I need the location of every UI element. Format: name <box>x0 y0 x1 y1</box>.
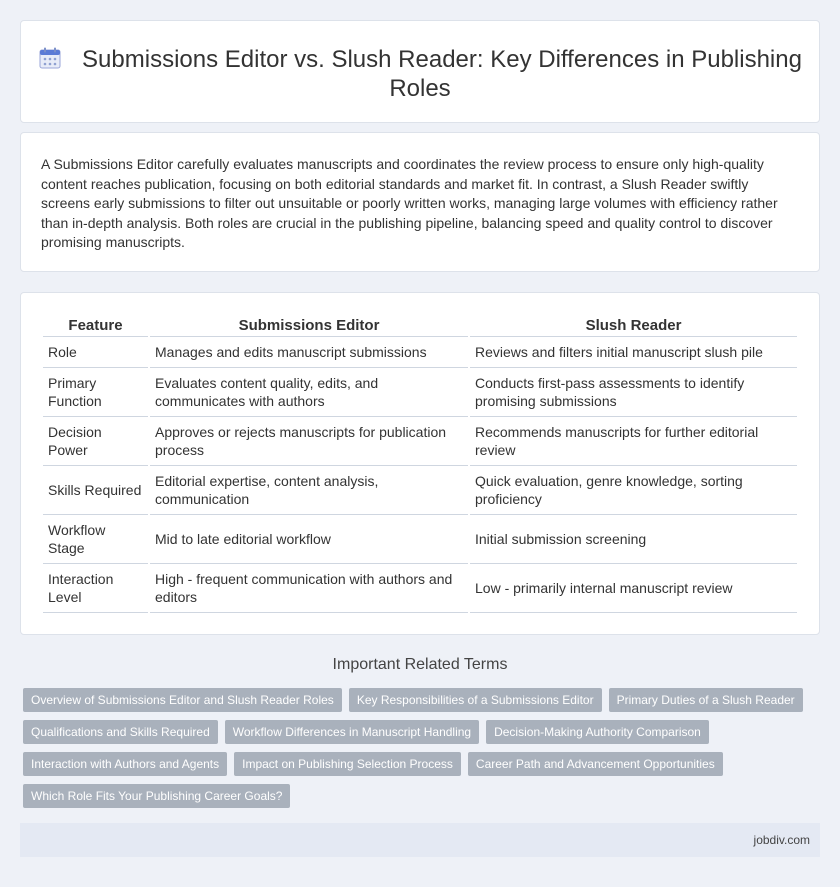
related-term-tag[interactable]: Overview of Submissions Editor and Slush Reader Roles <box>23 688 342 712</box>
header-slush-reader: Slush Reader <box>470 315 797 337</box>
table-cell: Low - primarily internal manuscript review <box>470 564 797 613</box>
footer-site-link[interactable]: jobdiv.com <box>753 833 810 847</box>
intro-paragraph: A Submissions Editor carefully evaluates manuscripts and coordinates the review process to ensure only high-quality content reaches publication, focusing on both editorial standards and market fit. In contrast, a Slush Reader swiftly screens early submissions to filter out unsuitable or poorly written works, managing large volumes with efficiency rather than in-depth analysis. Both roles are crucial in the publishing pipeline, balancing speed and quality control to discover promising manuscripts. <box>41 156 778 251</box>
table-cell: Conducts first-pass assessments to identify promising submissions <box>470 368 797 417</box>
table-cell: Decision Power <box>43 417 148 466</box>
related-terms-title: Important Related Terms <box>332 656 508 673</box>
table-row <box>43 417 797 466</box>
comparison-card <box>20 292 820 635</box>
related-term-tag[interactable]: Key Responsibilities of a Submissions Editor <box>349 688 602 712</box>
related-terms-list <box>23 688 803 808</box>
table-cell: Evaluates content quality, edits, and communicates with authors <box>150 368 468 417</box>
page-title: Submissions Editor vs. Slush Reader: Key Differences in Publishing Roles <box>82 46 802 102</box>
table-header-row <box>43 315 797 337</box>
related-term-tag[interactable]: Career Path and Advancement Opportunities <box>468 752 723 776</box>
table-cell: Editorial expertise, content analysis, communication <box>150 466 468 515</box>
comparison-table <box>41 315 799 613</box>
page-title-wrap <box>21 45 819 103</box>
table-row <box>43 466 797 515</box>
table-cell: Manages and edits manuscript submissions <box>150 337 468 368</box>
related-term-tag[interactable]: Interaction with Authors and Agents <box>23 752 227 776</box>
table-cell: High - frequent communication with authors and editors <box>150 564 468 613</box>
table-cell: Skills Required <box>43 466 148 515</box>
related-term-tag[interactable]: Which Role Fits Your Publishing Career Goals? <box>23 784 290 808</box>
table-row <box>43 564 797 613</box>
intro-card <box>20 132 820 272</box>
footer <box>20 823 820 857</box>
related-term-tag[interactable]: Impact on Publishing Selection Process <box>234 752 461 776</box>
title-card <box>20 20 820 123</box>
table-cell: Reviews and filters initial manuscript slush pile <box>470 337 797 368</box>
calendar-icon <box>38 46 62 70</box>
table-cell: Primary Function <box>43 368 148 417</box>
header-submissions-editor: Submissions Editor <box>150 315 468 337</box>
table-cell: Workflow Stage <box>43 515 148 564</box>
related-term-tag[interactable]: Qualifications and Skills Required <box>23 720 218 744</box>
table-cell: Recommends manuscripts for further editorial review <box>470 417 797 466</box>
table-row <box>43 337 797 368</box>
related-term-tag[interactable]: Primary Duties of a Slush Reader <box>609 688 803 712</box>
table-cell: Initial submission screening <box>470 515 797 564</box>
header-feature: Feature <box>43 315 148 337</box>
table-cell: Mid to late editorial workflow <box>150 515 468 564</box>
related-term-tag[interactable]: Workflow Differences in Manuscript Handling <box>225 720 479 744</box>
table-cell: Approves or rejects manuscripts for publication process <box>150 417 468 466</box>
table-row <box>43 515 797 564</box>
table-cell: Role <box>43 337 148 368</box>
related-term-tag[interactable]: Decision-Making Authority Comparison <box>486 720 709 744</box>
table-cell: Interaction Level <box>43 564 148 613</box>
table-row <box>43 368 797 417</box>
table-cell: Quick evaluation, genre knowledge, sorting proficiency <box>470 466 797 515</box>
